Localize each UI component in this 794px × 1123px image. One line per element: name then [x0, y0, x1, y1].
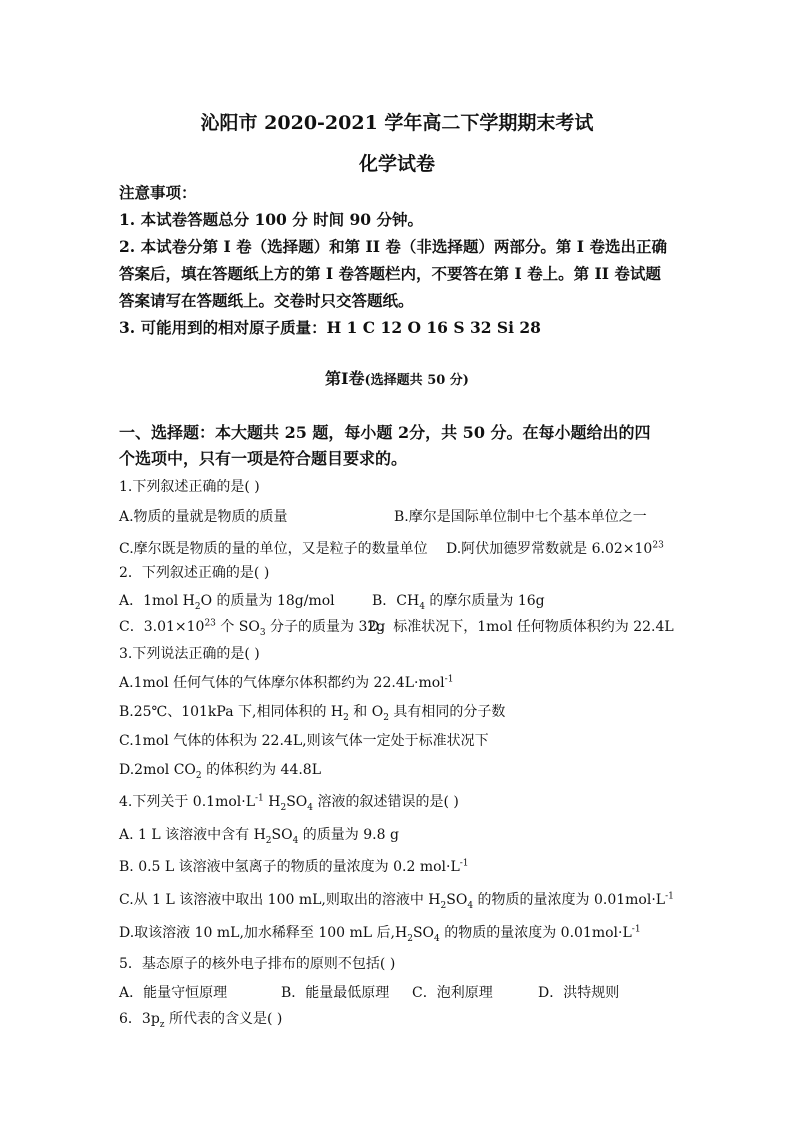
- q2-option-b: B．$CH_4$ 的摩尔质量为 16g: [372, 593, 545, 612]
- q3-option-c: C.1mol 气体的体积为 22.4L,则该气体一定处于标准状况下: [119, 733, 489, 749]
- q4-option-a: A. 1 L 该溶液中含有 $H_2SO_4$ 的质量为 9.8 g: [119, 827, 399, 846]
- q1-option-b: B.摩尔是国际单位制中七个基本单位之一: [394, 509, 647, 525]
- q1-option-d: D.阿伏加德罗常数就是 $6.02\times 10^{23}$: [446, 540, 664, 557]
- q5-stem: 5．基态原子的核外电子排布的原则不包括( ): [119, 956, 396, 972]
- q3-stem: 3.下列说法正确的是( ): [119, 646, 260, 662]
- q4-option-c: C.从 1 L 该溶液中取出 100 mL,则取出的溶液中 $H_2SO_4$ 的物质的量浓度为 $0.01mol\cdot L^{-1}$: [119, 891, 674, 911]
- note-item-1: 1. 本试卷答题总分 100 分 时间 90 分钟。: [119, 210, 423, 229]
- note-item-2-line-2: 答案后，填在答题纸上方的第 Ⅰ 卷答题栏内，不要答在第 Ⅰ 卷上。第 ⅠⅠ 卷试题: [119, 264, 661, 283]
- q1-option-c: C.摩尔既是物质的量的单位，又是粒子的数量单位: [119, 541, 428, 557]
- q2-option-d: D．标准状况下，1mol 任何物质体积约为 22.4L: [368, 619, 674, 635]
- q6-stem: 6．$3p_z$ 所代表的含义是( ): [119, 1011, 283, 1030]
- q5-option-b: B．能量最低原理: [281, 985, 390, 1001]
- q1-option-a: A.物质的量就是物质的质量: [119, 509, 288, 525]
- section-instruction-line-1: 一、选择题：本大题共 25 题，每小题 2分，共 50 分。在每小题给出的四: [119, 423, 651, 442]
- q2-option-a: A．1mol $H_2O$ 的质量为 18g/mol: [119, 593, 335, 612]
- q1-stem: 1.下列叙述正确的是( ): [119, 479, 260, 495]
- q5-option-d: D．洪特规则: [538, 985, 620, 1001]
- q3-option-a: A.1mol 任何气体的气体摩尔体积都约为 22.4L·mol$^{-1}$: [119, 674, 454, 691]
- section-title: [0, 366, 794, 389]
- q5-option-a: A．能量守恒原理: [119, 985, 228, 1001]
- exam-subtitle: 化学试卷: [358, 153, 435, 175]
- section-instruction-line-2: 个选项中，只有一项是符合题目要求的。: [119, 449, 408, 468]
- q4-option-b: B. 0.5 L 该溶液中氢离子的物质的量浓度为 0.2 $mol\cdot L^{-1}$: [119, 858, 469, 875]
- section-title-note: (选择题共 50 分): [364, 373, 469, 388]
- note-item-2-line-3: 答案请写在答题纸上。交卷时只交答题纸。: [119, 291, 414, 310]
- section-title-main: 第Ⅰ卷: [325, 369, 365, 388]
- q3-option-b: B.25℃、101kPa 下,相同体积的 $H_2$ 和 $O_2$ 具有相同的分子数: [119, 704, 506, 723]
- note-item-2-line-1: 2. 本试卷分第 Ⅰ 卷（选择题）和第 ⅠⅠ 卷（非选择题）两部分。第 Ⅰ 卷选出正确: [119, 237, 667, 256]
- notes-heading: 注意事项：: [119, 183, 197, 202]
- q2-option-c: C．$3.01\times 10^{23}$ 个 $SO_3$ 分子的质量为 32g: [119, 618, 386, 638]
- q4-stem: 4.下列关于 $0.1mol\cdot L^{-1}$ $H_2SO_4$ 溶液的叙述错误的是( ): [119, 793, 459, 813]
- note-item-3: 3. 可能用到的相对原子质量：H 1 C 12 O 16 S 32 Si 28: [119, 318, 541, 337]
- exam-title: 沁阳市 2020-2021 学年高二下学期期末考试: [200, 112, 594, 134]
- q3-option-d: D.2mol $CO_2$ 的体积约为 44.8L: [119, 762, 322, 781]
- q5-option-c: C．泡利原理: [412, 985, 493, 1001]
- q4-option-d: D.取该溶液 10 mL,加水稀释至 100 mL 后$,H_2SO_4$ 的物质的量浓度为 $0.01mol\cdot L^{-1}$: [119, 924, 641, 944]
- q2-stem: 2．下列叙述正确的是( ): [119, 565, 270, 581]
